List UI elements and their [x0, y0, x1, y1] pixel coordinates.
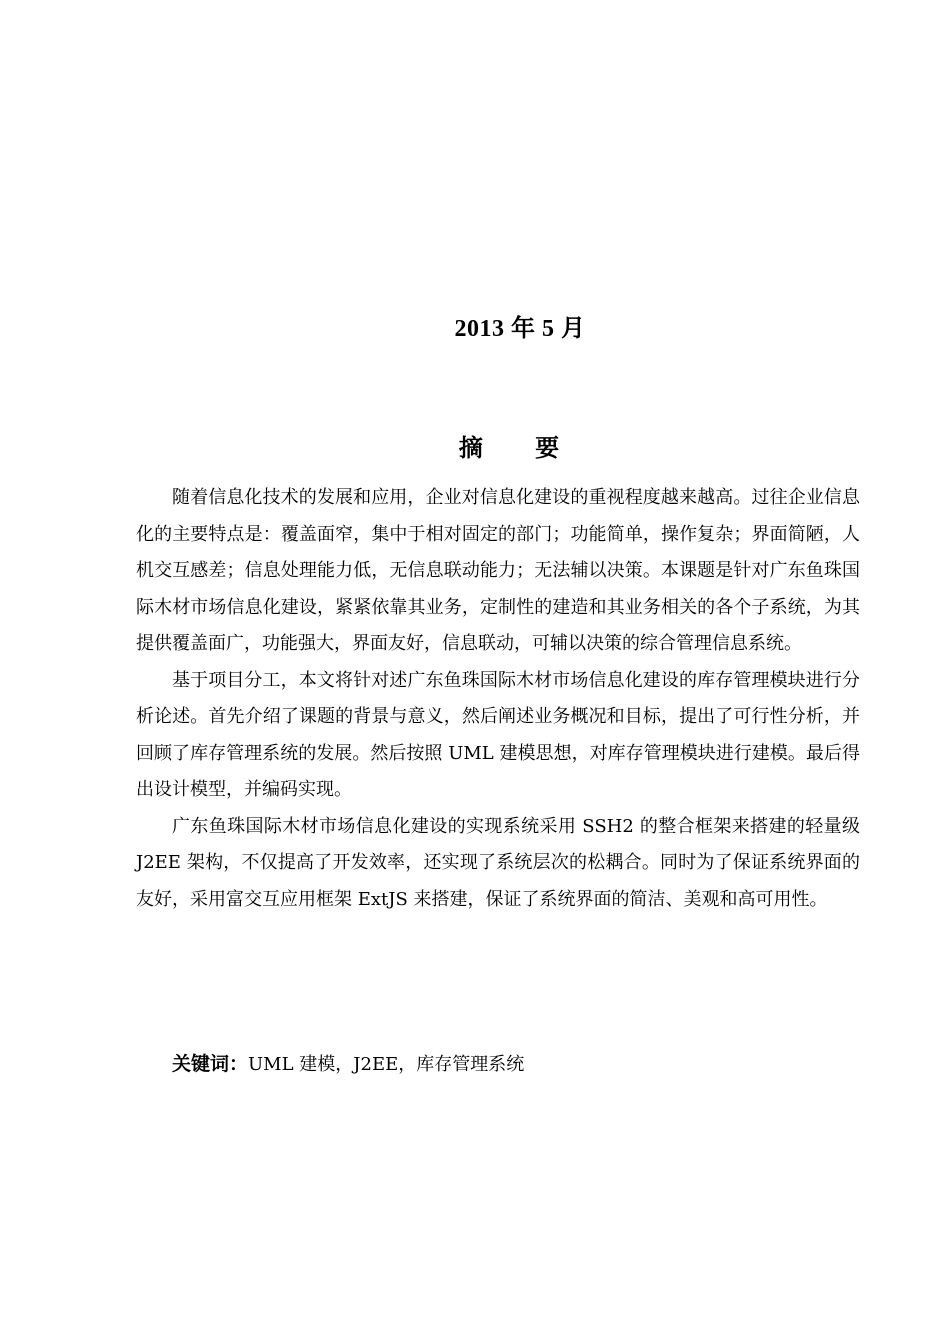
- abstract-paragraph-2: 基于项目分工，本文将针对述广东鱼珠国际木材市场信息化建设的库存管理模块进行分析论述。首先介绍了课题的背景与意义，然后阐述业务概况和目标，提出了可行性分析，并回顾了库存管理系统的发展。然后按照 UML 建模思想，对库存管理模块进行建模。最后得出设计模型，并编码实现。: [136, 669, 860, 800]
- keywords-label: 关键词：: [172, 1053, 249, 1075]
- document-date: 2013 年 5 月: [454, 316, 586, 342]
- keywords-line: [172, 1046, 862, 1083]
- abstract-paragraph-3: 广东鱼珠国际木材市场信息化建设的实现系统采用 SSH2 的整合框架来搭建的轻量级 J2EE 架构，不仅提高了开发效率，还实现了系统层次的松耦合。同时为了保证系统界面的友好，采用富交互应用框架 ExtJS 来搭建，保证了系统界面的简洁、美观和高可用性。: [136, 815, 860, 910]
- abstract-body: [136, 480, 860, 918]
- keywords-value: UML 建模，J2EE，库存管理系统: [248, 1054, 525, 1075]
- abstract-title: 摘 要: [458, 434, 582, 462]
- abstract-paragraph-1: 随着信息化技术的发展和应用，企业对信息化建设的重视程度越来越高。过往企业信息化的主要特点是：覆盖面窄，集中于相对固定的部门；功能简单，操作复杂；界面简陋，人机交互感差；信息处理能力低，无信息联动能力；无法辅以决策。本课题是针对广东鱼珠国际木材市场信息化建设，紧紧依靠其业务，定制性的建造和其业务相关的各个子系统，为其提供覆盖面广，功能强大，界面友好，信息联动，可辅以决策的综合管理信息系统。: [136, 487, 860, 654]
